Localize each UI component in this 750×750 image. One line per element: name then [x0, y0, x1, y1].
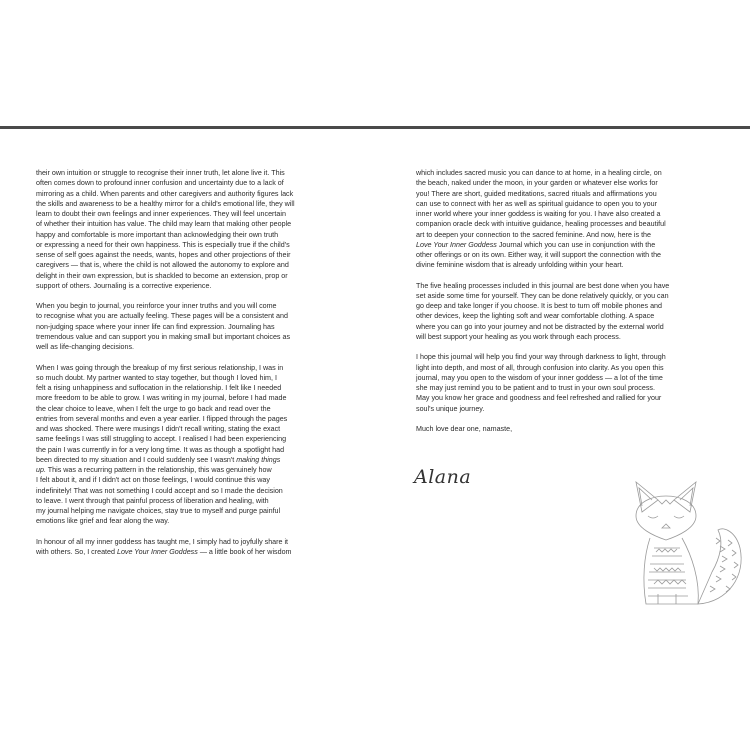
paragraph-in-honour: In honour of all my inner goddess has taught me, I simply had to joyfully share it with others. So, I created Love Your Inner Goddess — a little book of her wisdom	[36, 537, 292, 557]
paragraph-breakup-story: When I was going through the breakup of my first serious relationship, I was in so much doubt. My partner wanted to stay together, but though I loved him, I felt a rising unhappiness and suffocation in the relationship. I felt like I needed more freedom to be able to grow. I was writing in my journal, before I had made the clear choice to leave, when I felt the urge to go back and read over the entries from several months and even a year earlier. I flipped through the pages and was shocked. There were musings I didn't recall writing, stating the exact same feelings I was still struggling to accept. I realised I had been experiencing the pain I was currently in for a very long time. It was as though a spotlight had been directed to my situation and I could suddenly see I wasn't making things up. This was a recurring pattern in the relationship, this was genuinely how I felt about it, and if I didn't act on those feelings, I would continue this way indefinitely! That was not something I could accept and so I made the decision to leave. I went through that painful process of liberation and healing, with my journal helping me navigate choices, stay true to myself and purge painful emotions like grief and fear along the way.	[36, 363, 288, 526]
fox-illustration-icon	[628, 476, 748, 610]
signature: Alana	[414, 466, 472, 488]
signoff: Much love dear one, namaste,	[416, 425, 513, 434]
paragraph-hope: I hope this journal will help you find your way through darkness to light, through light into depth, and most of all, through confusion into clarity. As you open this journal, may you open to the wisdom of your inner goddess — a lot of the time she may just remind you to be patient and to trust in your own soul process. May you know her grace and goodness and feel refreshed and rallied for your soul's unique journey.	[416, 353, 666, 413]
left-column	[36, 168, 341, 568]
paragraph-mirroring: their own intuition or struggle to recognise their inner truth, let alone live it. This often comes down to profound inner confusion and uncertainty due to a lack of mirroring as a child. When parents and other caregivers and authority figures lack the skills and awareness to be a healthy mirror for a child's emotional life, they will learn to doubt their own feelings and inner experiences. They will feel uncertain of whether their intuition has value. The child may learn that making other people happy and comfortable is more important than acknowledging their own truth or expressing a need for their own happiness. This is especially true if the child's sense of self goes against the needs, wants, hopes and other projections of their caregivers — that is, where the child is not allowed the autonomy to explore and delight in their own expression, but is shackled to become an extension, prop or support of others. Journaling is a corrective experience.	[36, 169, 295, 290]
paragraph-sacred-music: which includes sacred music you can dance to at home, in a healing circle, on the beach, naked under the moon, in your garden or whatever else works for you! There are short, guided meditations, sacred rituals and affirmations you can use to connect with her as well as spiritual guidance to open you to your inner world where your inner goddess is waiting for you. I have also created a companion oracle deck with intuitive guidance, healing processes and beautiful art to deepen your connection to the sacred feminine. And now, here is the Love Your Inner Goddess Journal which you can use in conjunction with the other offerings or on its own. Either way, it will support the connection with the divine feminine wisdom that is already unfolding within your heart.	[416, 169, 666, 270]
paragraph-begin-journal: When you begin to journal, you reinforce your inner truths and you will come to recognise what you are actually feeling. These pages will be a consistent and non-judging space where your inner life can find expression. Journaling has tremendous value and can support you in making small but important choices as well as life-changing decisions.	[36, 302, 291, 352]
header-rule	[0, 126, 750, 129]
paragraph-healing-processes: The five healing processes included in this journal are best done when you have set aside some time for yourself. They can be done relatively quickly, or you can go deep and take longer if you choose. It is best to turn off mobile phones and other devices, keep the lighting soft and wear comfortable clothing. A space where you can go into your journey and not be distracted by the external world will best support your healing as you work through each process.	[416, 281, 670, 341]
right-column	[416, 168, 716, 445]
